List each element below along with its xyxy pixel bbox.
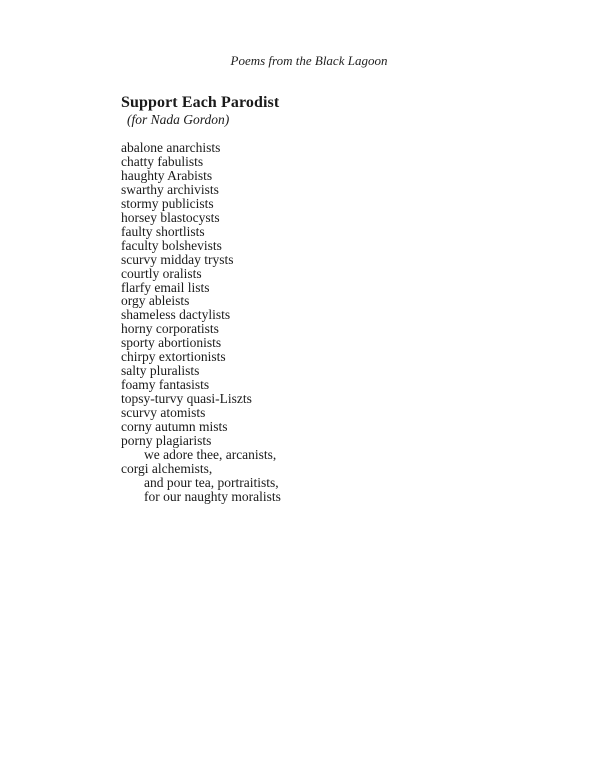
poem-line: chirpy extortionists	[121, 349, 226, 365]
poem-line: salty pluralists	[121, 363, 200, 379]
poem-line: scurvy midday trysts	[121, 251, 234, 267]
poem-dedication: (for Nada Gordon)	[127, 112, 230, 127]
poem-line: courtly oralists	[121, 265, 202, 281]
poem-line: swarthy archivists	[121, 181, 219, 197]
poem	[121, 93, 541, 504]
poem-line: scurvy atomists	[121, 405, 206, 421]
poem-line: porny plagiarists	[121, 433, 212, 449]
poem-line: foamy fantasists	[121, 377, 210, 393]
poem-line: orgy ableists	[121, 293, 190, 309]
poem-line: horsey blastocysts	[121, 209, 220, 225]
poem-line: abalone anarchists	[121, 140, 221, 155]
poem-line: stormy publicists	[121, 195, 214, 211]
poem-line: horny corporatists	[121, 321, 219, 337]
poem-line: sporty abortionists	[121, 335, 222, 351]
poem-line: faculty bolshevists	[121, 237, 222, 253]
poem-title: Support Each Parodist	[121, 94, 280, 111]
poem-line: topsy-turvy quasi-Liszts	[121, 391, 252, 407]
poem-line: faulty shortlists	[121, 223, 205, 239]
poem-line: for our naughty moralists	[144, 488, 281, 504]
poem-lines	[121, 141, 541, 504]
poem-line: we adore thee, arcanists,	[144, 446, 277, 462]
poem-line: and pour tea, portraitists,	[144, 474, 279, 490]
poem-line: chatty fabulists	[121, 153, 204, 169]
poem-line: flarfy email lists	[121, 279, 210, 295]
poem-line: corny autumn mists	[121, 419, 228, 435]
poem-line: corgi alchemists,	[121, 460, 213, 476]
running-head: Poems from the Black Lagoon	[230, 53, 388, 68]
poem-line: haughty Arabists	[121, 167, 213, 183]
poem-line: shameless dactylists	[121, 307, 231, 323]
